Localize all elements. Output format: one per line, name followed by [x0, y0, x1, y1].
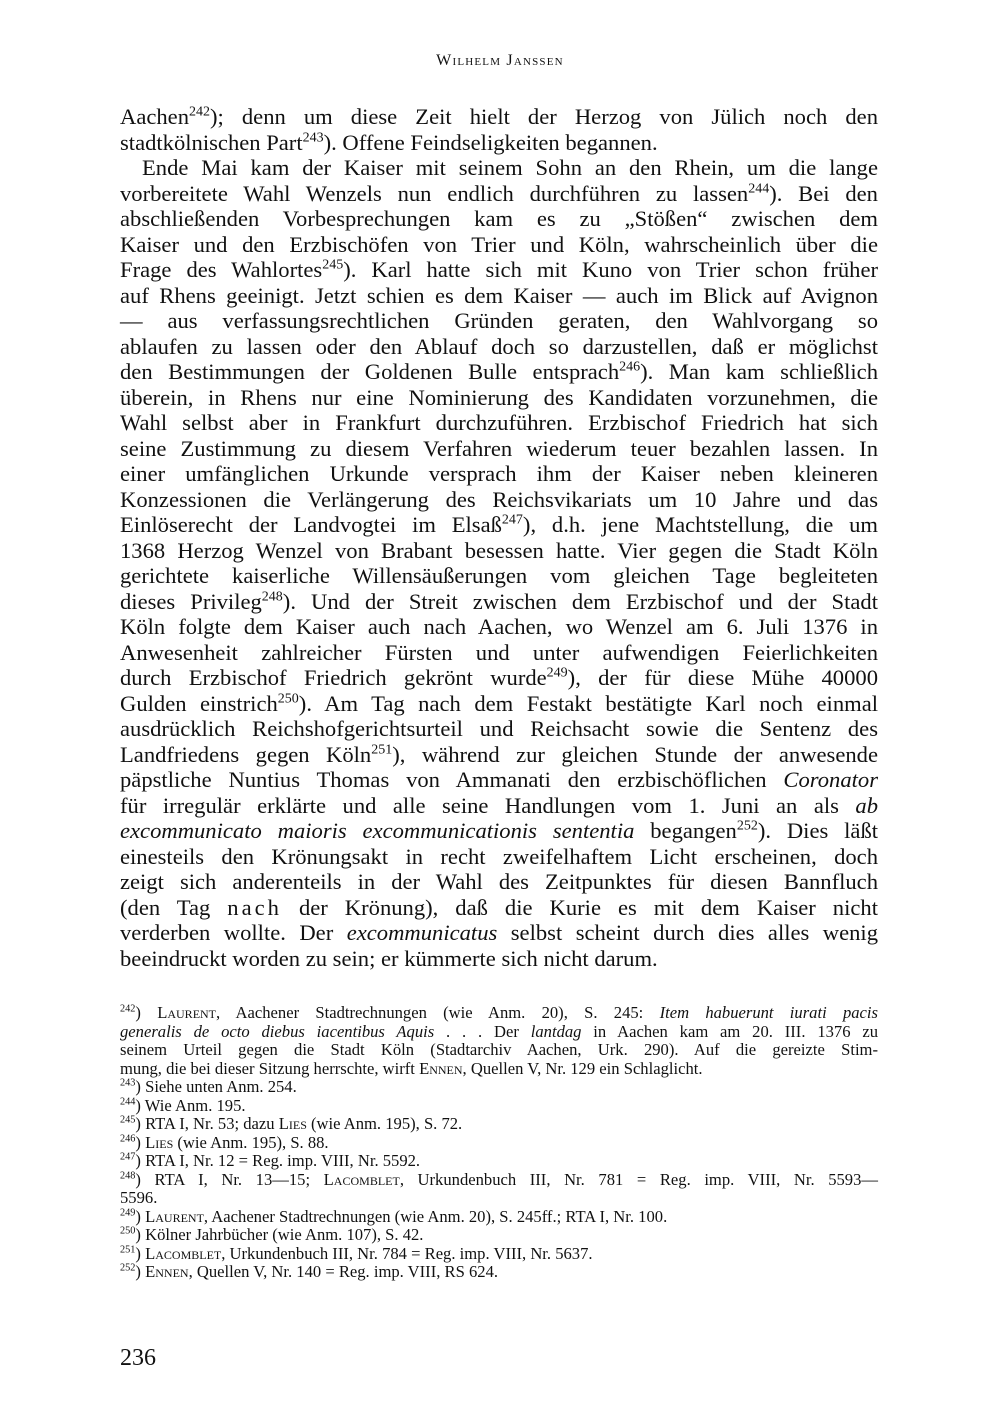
- text-line: gerichtete kaiserliche Willensäußerungen vom gleichen Tage begleiteten: [120, 563, 878, 588]
- spaced-emphasis: nach: [227, 894, 282, 920]
- page-number: 236: [120, 1345, 156, 1371]
- footnote-ref: 252: [736, 818, 758, 834]
- italic-term: ab: [855, 792, 878, 818]
- text-line: — aus verfassungsrechtlichen Gründen geraten, den Wahlvorgang so: [120, 308, 878, 333]
- text-line: für irregulär erklärte und alle seine Handlungen vom 1. Juni an als ab: [120, 792, 878, 818]
- footnote-250: $^{250}$) Kölner Jahrbücher (wie Anm. 107), S. 42.: [120, 1225, 424, 1244]
- footnote-ref: 242: [189, 104, 210, 120]
- text-line: Ende Mai kam der Kaiser mit seinem Sohn an den Rhein, um die lange: [142, 155, 878, 180]
- text-line: überein, in Rhens nur eine Nominierung des Kandidaten vorzunehmen, die: [120, 384, 878, 410]
- text-line: beeindruckt worden zu sein; er kümmerte sich nicht darum.: [120, 945, 658, 971]
- footnotes: [120, 1004, 878, 1282]
- text-line: vorbereitete Wahl Wenzels nun endlich durchführen zu lassen$^{244}$). Bei den: [120, 180, 878, 206]
- footnote-ref: 250: [277, 690, 299, 706]
- text-line: excommunicato maioris excommunicationis sententia begangen$^{252}$). Dies läßt: [120, 818, 879, 843]
- text-line: (den Tag nach der Krönung), daß die Kurie es mit dem Kaiser nicht: [120, 894, 878, 920]
- footnote-242-line: generalis de octo diebus iacentibus Aquis . . . Der lantdag in Aachen kam am 20. III. 1376 zu: [120, 1021, 879, 1041]
- text-line: einer umfänglichen Urkunde versprach ihm der Kaiser neben kleineren: [120, 461, 878, 486]
- footnote-251: $^{251}$) Lacomblet, Urkundenbuch III, Nr. 784 = Reg. imp. VIII, Nr. 5637.: [120, 1243, 593, 1263]
- italic-term: Coronator: [783, 767, 878, 792]
- text-line: Konzessionen die Verlängerung des Reichsvikariats um 10 Jahre und das: [120, 486, 878, 512]
- footnote-248-line: 5596.: [120, 1188, 158, 1207]
- text-line: Köln folgte dem Kaiser auch nach Aachen, wo Wenzel am 6. Juli 1376 in: [120, 614, 878, 639]
- footnote-ref: 243: [302, 129, 324, 145]
- footnote-242-line: seinem Urteil gegen die Stadt Köln (Stadtarchiv Aachen, Urk. 290). Auf die gereizte Stim-: [120, 1040, 878, 1059]
- footnote-ref: 251: [371, 741, 393, 757]
- footnote-ref: 249: [546, 665, 568, 681]
- footnote-ref: 246: [619, 359, 641, 375]
- footnote-ref: 244: [748, 180, 770, 196]
- footnote-246: $^{246}$) Lies (wie Anm. 195), S. 88.: [120, 1132, 329, 1152]
- italic-term: excommunicato maioris excommunicationis sententia: [120, 818, 635, 843]
- italic-term: excommunicatus: [346, 920, 498, 945]
- footnote-252: $^{252}$) Ennen, Quellen V, Nr. 140 = Reg. imp. VIII, RS 624.: [120, 1262, 499, 1281]
- running-title: Wilhelm Janssen: [436, 52, 564, 69]
- footnote-247: $^{247}$) RTA I, Nr. 12 = Reg. imp. VIII, Nr. 5592.: [120, 1151, 421, 1170]
- main-text: [120, 104, 878, 971]
- text-line: verderben wollte. Der excommunicatus selbst scheint durch dies alles wenig: [120, 920, 879, 945]
- text-line: auf Rhens geeinigt. Jetzt schien es dem Kaiser — auch im Blick auf Avignon: [120, 282, 878, 308]
- text-line: durch Erzbischof Friedrich gekrönt wurde$^{249}$), der für diese Mühe 40000: [120, 665, 878, 690]
- text-line: stadtkölnischen Part$^{243}$). Offene Feindseligkeiten begannen.: [120, 129, 658, 155]
- footnote-242: $^{242}$) Laurent, Aachener Stadtrechnungen (wie Anm. 20), S. 245: Item habuerunt iurati pacis: [120, 1003, 878, 1022]
- text-line: päpstliche Nuntius Thomas von Ammanati den erzbischöflichen Coronator: [120, 767, 878, 792]
- text-line: Einlöserecht der Landvogtei im Elsaß$^{247}$), d.h. jene Machtstellung, die um: [120, 512, 878, 537]
- text-line: ausdrücklich Reichshofgerichtsurteil und Reichsacht sowie die Sentenz des: [120, 716, 878, 741]
- text-line: Landfriedens gegen Köln$^{251}$), während zur gleichen Stunde der anwesende: [120, 741, 879, 767]
- text-line: Aachen$^{242}$); denn um diese Zeit hielt der Herzog von Jülich noch den: [120, 104, 878, 129]
- text-line: Frage des Wahlortes$^{245}$). Karl hatte sich mit Kuno von Trier schon früher: [120, 257, 878, 282]
- text-line: zeigt sich anderenteils in der Wahl des Zeitpunktes für diesen Bannfluch: [120, 869, 878, 894]
- text-line: seine Zustimmung zu diesem Verfahren wiederum teuer bezahlen lassen. In: [120, 435, 878, 461]
- footnote-ref: 247: [501, 512, 523, 528]
- text-line: Kaiser und den Erzbischöfen von Trier und Köln, wahrscheinlich über die: [120, 231, 878, 257]
- text-line: abschließenden Vorbesprechungen kam es zu „Stößen“ zwischen dem: [120, 206, 878, 231]
- text-line: einesteils den Krönungsakt in recht zweifelhaftem Licht erscheinen, doch: [120, 843, 878, 869]
- footnote-244: $^{244}$) Wie Anm. 195.: [120, 1095, 246, 1115]
- footnote-249: $^{249}$) Laurent, Aachener Stadtrechnungen (wie Anm. 20), S. 245ff.; RTA I, Nr. 100.: [120, 1206, 668, 1226]
- text-line: Anwesenheit zahlreicher Fürsten und unter aufwendigen Feierlichkeiten: [120, 639, 878, 665]
- text-line: ablaufen zu lassen oder den Ablauf doch so darzustellen, daß er möglichst: [120, 333, 878, 359]
- footnote-243: $^{243}$) Siehe unten Anm. 254.: [120, 1077, 297, 1096]
- footnote-245: $^{245}$) RTA I, Nr. 53; dazu Lies (wie Anm. 195), S. 72.: [120, 1114, 463, 1133]
- footnote-242-line: mung, die bei dieser Sitzung herrschte, wirft Ennen, Quellen V, Nr. 129 ein Schlaglicht.: [120, 1058, 703, 1078]
- text-line: dieses Privileg$^{248}$). Und der Streit zwischen dem Erzbischof und der Stadt: [120, 588, 878, 614]
- footnote-ref: 245: [322, 257, 344, 273]
- text-line: Gulden einstrich$^{250}$). Am Tag nach dem Festakt bestätigte Karl noch einmal: [120, 690, 878, 716]
- footnote-ref: 248: [261, 588, 283, 604]
- text-line: den Bestimmungen der Goldenen Bulle entsprach$^{246}$). Man kam schließlich: [120, 359, 878, 384]
- text-line: 1368 Herzog Wenzel von Brabant besessen hatte. Vier gegen die Stadt Köln: [120, 537, 878, 563]
- footnote-248: $^{248}$) RTA I, Nr. 13—15; Lacomblet, Urkundenbuch III, Nr. 781 = Reg. imp. VIII, Nr. 5593—: [120, 1169, 878, 1189]
- text-line: Wahl selbst aber in Frankfurt durchzuführen. Erzbischof Friedrich hat sich: [120, 410, 878, 435]
